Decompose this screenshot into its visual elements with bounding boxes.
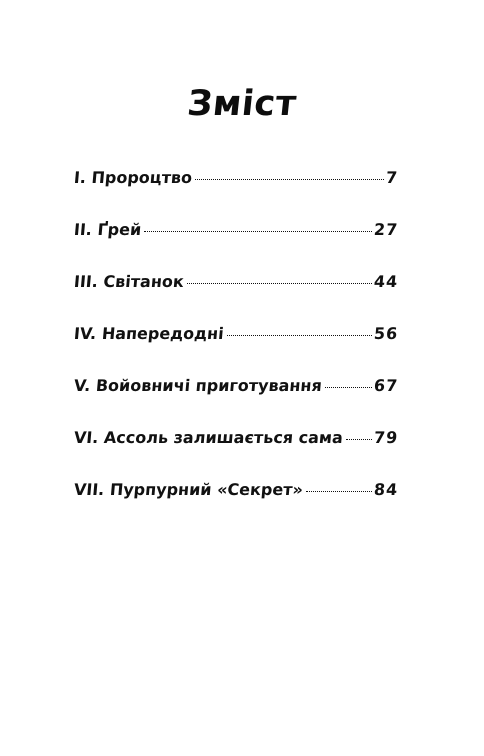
dot-leader <box>144 230 371 232</box>
toc-entry-title: V. Войовничі приготування <box>73 376 323 395</box>
dot-leader <box>346 438 372 440</box>
toc-entry-title: III. Світанок <box>73 272 185 291</box>
table-of-contents <box>74 168 398 532</box>
toc-entry-page: 56 <box>372 324 399 343</box>
toc-entry-4 <box>74 324 398 350</box>
toc-entry-title: VII. Пурпурний «Секрет» <box>73 480 304 499</box>
page-title: Зміст <box>185 84 299 124</box>
toc-entry-page: 84 <box>372 480 399 499</box>
toc-entry-page: 7 <box>385 168 399 187</box>
toc-entry-6 <box>74 428 398 454</box>
toc-entry-2 <box>74 220 398 246</box>
dot-leader <box>195 178 384 180</box>
toc-entry-1 <box>74 168 398 194</box>
dot-leader <box>227 334 372 336</box>
toc-entry-page: 67 <box>372 376 399 395</box>
dot-leader <box>187 282 372 284</box>
dot-leader <box>325 386 372 388</box>
toc-entry-title: VI. Ассоль залишається сама <box>73 428 344 447</box>
toc-entry-title: IV. Напередодні <box>73 324 225 343</box>
dot-leader <box>306 490 372 492</box>
toc-entry-7 <box>74 480 398 506</box>
toc-entry-page: 79 <box>372 428 399 447</box>
toc-entry-3 <box>74 272 398 298</box>
toc-entry-page: 27 <box>372 220 399 239</box>
toc-entry-page: 44 <box>372 272 399 291</box>
toc-entry-title: I. Пророцтво <box>73 168 193 187</box>
toc-entry-5 <box>74 376 398 402</box>
toc-entry-title: II. Ґрей <box>73 220 143 239</box>
